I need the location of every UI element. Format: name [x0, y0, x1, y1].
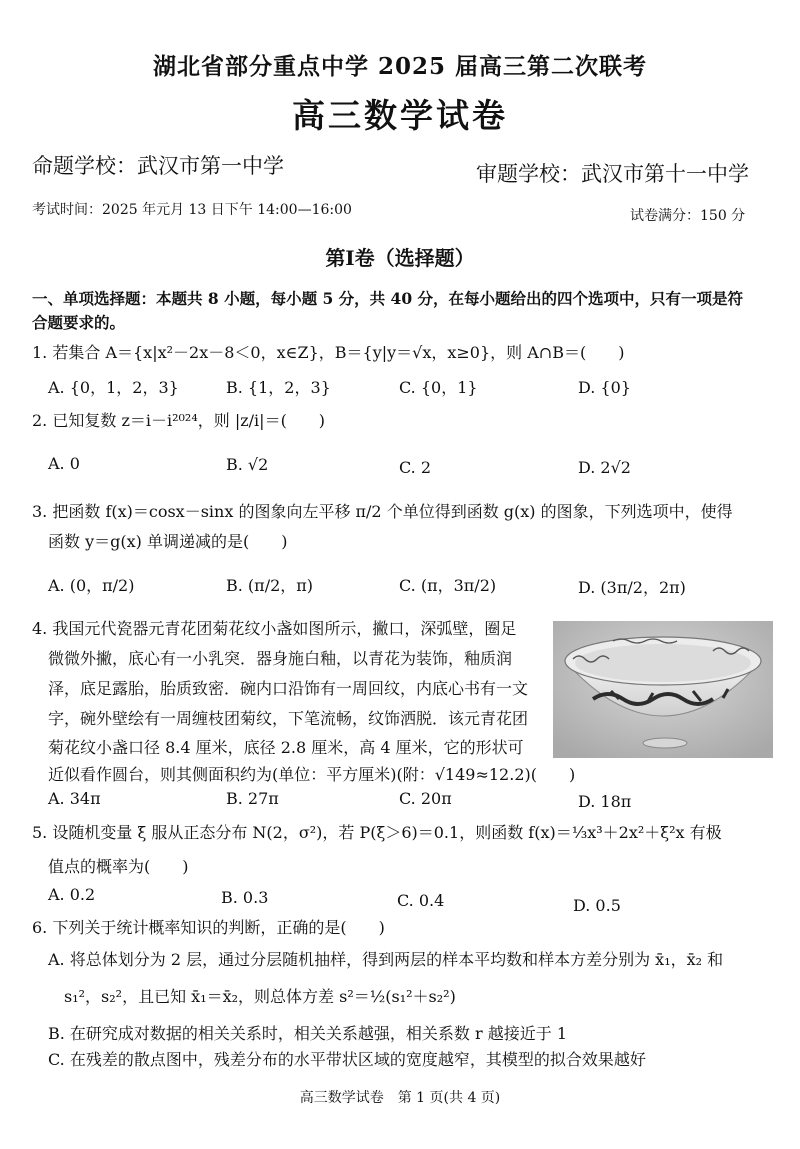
- q5-option-c: C. 0.4: [397, 891, 445, 910]
- q3-option-a: A. (0，π/2): [48, 576, 135, 595]
- q6-option-b: B. 在研究成对数据的相关关系时，相关关系越强，相关系数 r 越接近于 1: [48, 1024, 568, 1043]
- question-4-line2: 微微外撇，底心有一小乳突．器身施白釉，以青花为装饰，釉质润: [48, 649, 513, 668]
- q1-option-c: C. {0，1}: [399, 378, 478, 397]
- question-4-line4: 字，碗外壁绘有一周缠枝团菊纹，下笔流畅，纹饰洒脱．该元青花团: [48, 709, 529, 728]
- q5-option-a: A. 0.2: [48, 885, 96, 904]
- question-5-stem-line1: 5. 设随机变量 ξ 服从正态分布 N(2，σ²)，若 P(ξ＞6)＝0.1，则函数 f(x)＝⅓x³＋2x²＋ξ²x 有极: [32, 823, 722, 842]
- section-intro-line1: 一、单项选择题：本题共 8 小题，每小题 5 分，共 40 分，在每小题给出的四个选项中，只有一项是符: [32, 289, 744, 308]
- question-1-stem: 1. 若集合 A＝{x|x²－2x－8＜0，x∈Z}，B＝{y|y＝√x，x≥0}，则 A∩B＝( ): [32, 343, 625, 362]
- q2-option-d: D. 2√2: [578, 458, 631, 477]
- q4-option-c: C. 20π: [399, 789, 452, 808]
- full-score: 试卷满分：150 分: [630, 208, 746, 224]
- q6-option-a-line1: A. 将总体划分为 2 层，通过分层随机抽样，得到两层的样本平均数和样本方差分别为 x̄₁，x̄₂ 和: [48, 950, 724, 969]
- reviewer-school: 审题学校：武汉市第十一中学: [476, 162, 749, 186]
- exam-title: 湖北省部分重点中学 2025 届高三第二次联考: [152, 53, 648, 80]
- q4-option-a: A. 34π: [48, 789, 101, 808]
- q3-option-b: B. (π/2，π): [226, 576, 314, 595]
- question-4-line3: 泽，底足露胎，胎质致密．碗内口沿饰有一周回纹，内底心书有一文: [48, 679, 529, 698]
- question-4-line1: 4. 我国元代瓷器元青花团菊花纹小盏如图所示，撇口，深弧壁，圈足: [32, 619, 517, 638]
- exam-time: 考试时间：2025 年元月 13 日下午 14:00—16:00: [32, 202, 352, 218]
- q6-option-c: C. 在残差的散点图中，残差分布的水平带状区域的宽度越窄，其模型的拟合效果越好: [48, 1050, 646, 1069]
- question-4-line5: 菊花纹小盏口径 8.4 厘米，底径 2.8 厘米，高 4 厘米，它的形状可: [48, 738, 524, 757]
- q4-option-b: B. 27π: [226, 789, 279, 808]
- q3-option-d: D. (3π/2，2π): [578, 578, 686, 597]
- paper-subtitle: 高三数学试卷: [292, 96, 508, 135]
- q4-option-d: D. 18π: [578, 792, 632, 811]
- section-intro-line2: 合题要求的。: [32, 313, 126, 332]
- bowl-illustration: [553, 621, 773, 758]
- page-footer: 高三数学试卷 第 1 页(共 4 页): [299, 1090, 501, 1106]
- q5-option-d: D. 0.5: [573, 896, 621, 915]
- q2-option-b: B. √2: [226, 455, 269, 474]
- question-2-stem: 2. 已知复数 z＝i－i²⁰²⁴，则 |z/i|＝( ): [32, 411, 326, 430]
- question-5-stem-line2: 值点的概率为( ): [48, 857, 189, 876]
- q5-option-b: B. 0.3: [221, 888, 269, 907]
- q6-option-a-line2: s₁²，s₂²，且已知 x̄₁＝x̄₂，则总体方差 s²＝½(s₁²＋s₂²): [64, 987, 456, 1006]
- q2-option-a: A. 0: [48, 454, 80, 473]
- q1-option-b: B. {1，2，3}: [226, 378, 331, 397]
- q1-option-d: D. {0}: [578, 378, 631, 397]
- question-6-stem: 6. 下列关于统计概率知识的判断，正确的是( ): [32, 918, 385, 937]
- question-4-line6: 近似看作圆台，则其侧面积约为(单位：平方厘米)(附：√149≈12.2)( ): [48, 765, 576, 784]
- question-3-stem-line2: 函数 y＝g(x) 单调递减的是( ): [48, 532, 288, 551]
- q1-option-a: A. {0，1，2，3}: [48, 378, 179, 397]
- question-3-stem-line1: 3. 把函数 f(x)＝cosx－sinx 的图象向左平移 π/2 个单位得到函数 g(x) 的图象，下列选项中，使得: [32, 502, 733, 521]
- porcelain-bowl-photo: [553, 621, 773, 758]
- section-title: 第Ⅰ卷（选择题）: [325, 246, 475, 270]
- setter-school: 命题学校：武汉市第一中学: [32, 154, 284, 178]
- q2-option-c: C. 2: [399, 458, 432, 477]
- q3-option-c: C. (π，3π/2): [399, 576, 497, 595]
